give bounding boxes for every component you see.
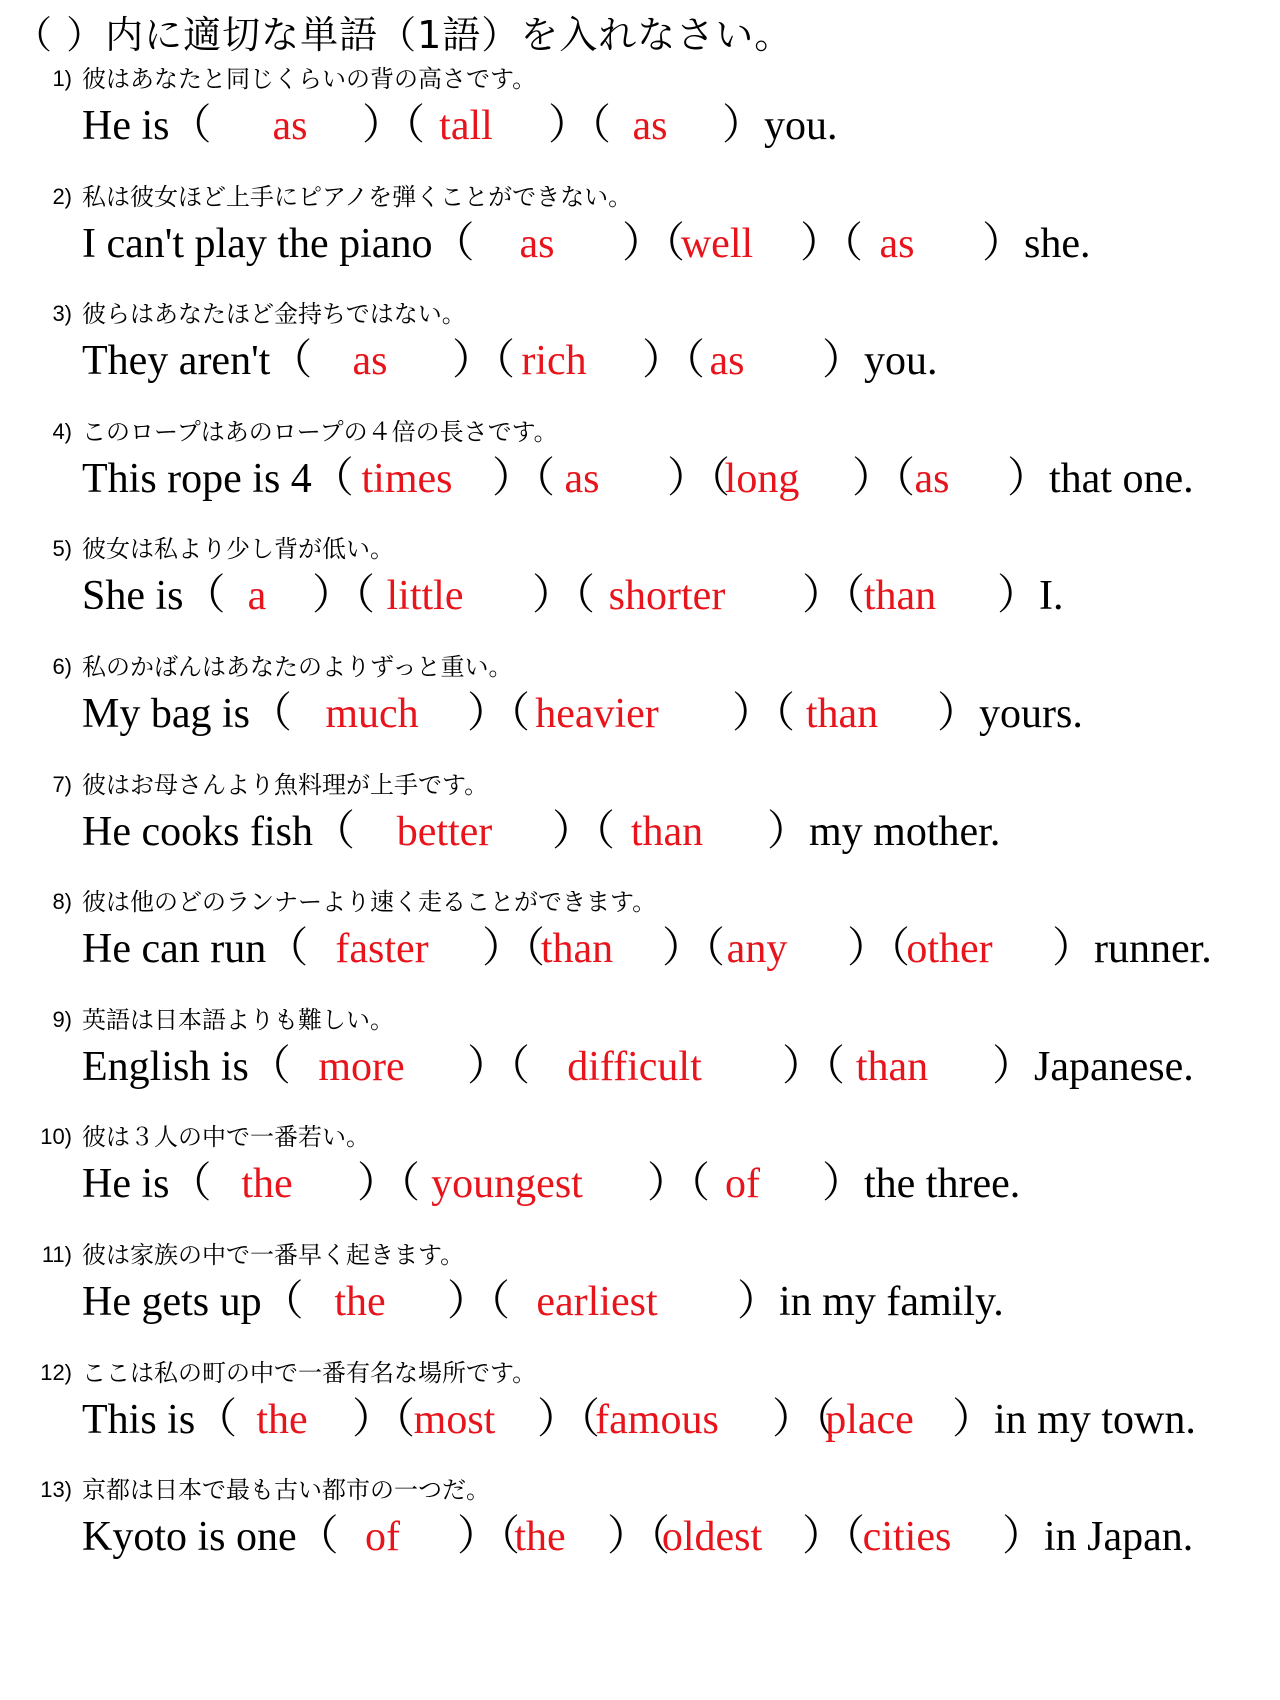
sentence-text: ）（ — [457, 1514, 521, 1560]
japanese-sentence: 京都は日本で最も古い都市の一つだ。 — [82, 1476, 490, 1504]
question-item — [0, 297, 1280, 421]
question-number: 7) — [52, 772, 72, 797]
sentence-text: This is（ — [82, 1397, 238, 1443]
question-number: 8) — [52, 889, 72, 914]
sentence-text: ）（ — [847, 926, 911, 972]
sentence-text: He is（ — [82, 1161, 212, 1207]
japanese-sentence: 彼はあなたと同じくらいの背の高さです。 — [82, 65, 537, 93]
answer-word: as — [709, 338, 745, 384]
sentence-text: ）she. — [982, 221, 1091, 267]
sentence-text: ）（ — [772, 1397, 836, 1443]
answer-word: as — [272, 103, 308, 149]
answer-word: as — [564, 456, 600, 502]
sentence-text: ）（ — [667, 456, 731, 502]
japanese-sentence: 彼は家族の中で一番早く起きます。 — [82, 1241, 465, 1269]
japanese-sentence: 彼は他のどのランナーより速く走ることができます。 — [82, 888, 657, 916]
sentence-text: ）（ — [482, 926, 546, 972]
answer-word: of — [365, 1514, 400, 1560]
japanese-prompt — [0, 62, 1280, 96]
answer-word: rich — [521, 338, 587, 384]
japanese-prompt — [0, 768, 1280, 802]
answer-word: cities — [862, 1514, 952, 1560]
sentence-text: ）（ — [802, 573, 866, 619]
answer-word: the — [334, 1279, 386, 1325]
sentence-text: ）（ — [800, 221, 864, 267]
sentence-text: He can run（ — [82, 926, 309, 972]
answer-word: as — [879, 221, 915, 267]
answer-word: shorter — [608, 573, 726, 619]
question-item — [0, 768, 1280, 892]
answer-word: than — [805, 691, 879, 737]
sentence-text: English is（ — [82, 1044, 291, 1090]
sentence-text: ）（ — [362, 103, 426, 149]
japanese-sentence: ここは私の町の中で一番有名な場所です。 — [82, 1359, 537, 1387]
sentence-text: He cooks fish（ — [82, 809, 355, 855]
sentence-text: ）yours. — [937, 691, 1083, 737]
answer-word: than — [855, 1044, 929, 1090]
answer-word: oldest — [661, 1514, 763, 1560]
question-number: 6) — [52, 654, 72, 679]
answer-word: little — [386, 573, 464, 619]
japanese-prompt — [0, 1356, 1280, 1390]
sentence-text: ）（ — [312, 573, 376, 619]
answer-word: the — [256, 1397, 308, 1443]
answer-word: any — [726, 926, 788, 972]
answer-word: better — [396, 809, 493, 855]
question-item — [0, 1238, 1280, 1362]
japanese-prompt — [0, 1238, 1280, 1272]
answer-word: most — [413, 1397, 496, 1443]
answer-word: times — [361, 456, 453, 502]
answer-word: than — [863, 573, 937, 619]
question-item — [0, 1003, 1280, 1127]
sentence-text: ）（ — [532, 573, 596, 619]
question-item — [0, 1356, 1280, 1480]
sentence-text: ）（ — [352, 1397, 416, 1443]
answer-word: tall — [439, 103, 493, 149]
sentence-text: ）（ — [552, 809, 616, 855]
answer-word: as — [352, 338, 388, 384]
japanese-prompt — [0, 180, 1280, 214]
japanese-prompt — [0, 297, 1280, 331]
sentence-text: ）（ — [467, 1044, 531, 1090]
sentence-text: ）runner. — [1052, 926, 1212, 972]
sentence-text: ）（ — [447, 1279, 511, 1325]
japanese-prompt — [0, 1473, 1280, 1507]
question-item — [0, 885, 1280, 1009]
sentence-text: ）（ — [852, 456, 916, 502]
question-number: 3) — [52, 301, 72, 326]
sentence-text: ）（ — [642, 338, 706, 384]
answer-word: faster — [335, 926, 429, 972]
japanese-prompt — [0, 532, 1280, 566]
sentence-text: ）you. — [722, 103, 838, 149]
sentence-text: ）（ — [607, 1514, 671, 1560]
sentence-text: ）（ — [467, 691, 531, 737]
sentence-text: ）（ — [732, 691, 796, 737]
sentence-text: This rope is 4（ — [82, 456, 354, 502]
sentence-text: ）that one. — [1007, 456, 1194, 502]
answer-word: as — [519, 221, 555, 267]
answer-word: a — [247, 573, 267, 619]
question-item — [0, 62, 1280, 186]
answer-word: of — [725, 1161, 760, 1207]
sentence-text: ）（ — [622, 221, 686, 267]
answer-word: than — [540, 926, 614, 972]
answer-word: difficult — [567, 1044, 702, 1090]
question-item — [0, 180, 1280, 304]
sentence-text: ）（ — [647, 1161, 711, 1207]
japanese-prompt — [0, 1120, 1280, 1154]
sentence-text: ）（ — [537, 1397, 601, 1443]
question-item — [0, 650, 1280, 774]
answer-word: other — [906, 926, 993, 972]
sentence-text: He is（ — [82, 103, 212, 149]
question-number: 11) — [41, 1242, 72, 1267]
sentence-text: ）（ — [782, 1044, 846, 1090]
answer-word: the — [241, 1161, 293, 1207]
japanese-sentence: 英語は日本語よりも難しい。 — [82, 1006, 394, 1034]
sentence-text: ）in my family. — [737, 1279, 1004, 1325]
question-item — [0, 1473, 1280, 1597]
japanese-sentence: このロープはあのロープの４倍の長さです。 — [82, 418, 558, 446]
sentence-text: ）the three. — [822, 1161, 1021, 1207]
question-number: 13) — [40, 1477, 72, 1502]
answer-word: heavier — [535, 691, 659, 737]
question-item — [0, 1120, 1280, 1244]
question-number: 10) — [40, 1124, 72, 1149]
answer-word: as — [914, 456, 950, 502]
sentence-text: ）（ — [802, 1514, 866, 1560]
answer-word: famous — [595, 1397, 719, 1443]
japanese-sentence: 私のかばんはあなたのよりずっと重い。 — [82, 653, 513, 681]
answer-word: than — [630, 809, 704, 855]
worksheet-title: （ ）内に適切な単語（1語）を入れなさい。 — [14, 13, 794, 57]
question-item — [0, 532, 1280, 656]
sentence-text: ）（ — [492, 456, 556, 502]
question-number: 9) — [52, 1007, 72, 1032]
sentence-text: ）Japanese. — [992, 1044, 1194, 1090]
question-item — [0, 415, 1280, 539]
answer-word: youngest — [431, 1161, 583, 1207]
answer-word: earliest — [536, 1279, 658, 1325]
japanese-prompt — [0, 415, 1280, 449]
sentence-text: ）my mother. — [767, 809, 1001, 855]
sentence-text: ）in my town. — [952, 1397, 1196, 1443]
japanese-prompt — [0, 885, 1280, 919]
question-number: 4) — [52, 419, 72, 444]
answer-word: well — [680, 221, 754, 267]
question-number: 12) — [40, 1360, 72, 1385]
sentence-text: ）in Japan. — [1002, 1514, 1194, 1560]
japanese-sentence: 彼女は私より少し背が低い。 — [82, 535, 394, 563]
japanese-prompt — [0, 650, 1280, 684]
question-number: 1) — [52, 66, 72, 91]
sentence-text: Kyoto is one（ — [82, 1514, 339, 1560]
answer-word: the — [514, 1514, 566, 1560]
question-number: 5) — [52, 536, 72, 561]
sentence-text: My bag is（ — [82, 691, 293, 737]
japanese-sentence: 彼はお母さんより魚料理が上手です。 — [82, 771, 489, 799]
japanese-prompt — [0, 1003, 1280, 1037]
sentence-text: ）（ — [662, 926, 726, 972]
sentence-text: He gets up（ — [82, 1279, 304, 1325]
sentence-text: She is（ — [82, 573, 226, 619]
answer-word: much — [325, 691, 419, 737]
sentence-text: ）（ — [357, 1161, 421, 1207]
answer-word: place — [825, 1397, 914, 1443]
answer-word: more — [318, 1044, 405, 1090]
japanese-sentence: 彼は３人の中で一番若い。 — [82, 1123, 370, 1151]
sentence-text: ）I. — [997, 573, 1064, 619]
question-number: 2) — [52, 184, 72, 209]
sentence-text: ）you. — [822, 338, 938, 384]
sentence-text: They aren't（ — [82, 338, 313, 384]
japanese-sentence: 彼らはあなたほど金持ちではない。 — [82, 300, 466, 328]
sentence-text: I can't play the piano（ — [82, 221, 475, 267]
japanese-sentence: 私は彼女ほど上手にピアノを弾くことができない。 — [82, 183, 633, 211]
sentence-text: ）（ — [548, 103, 612, 149]
answer-word: long — [724, 456, 800, 502]
answer-word: as — [632, 103, 668, 149]
sentence-text: ）（ — [452, 338, 516, 384]
